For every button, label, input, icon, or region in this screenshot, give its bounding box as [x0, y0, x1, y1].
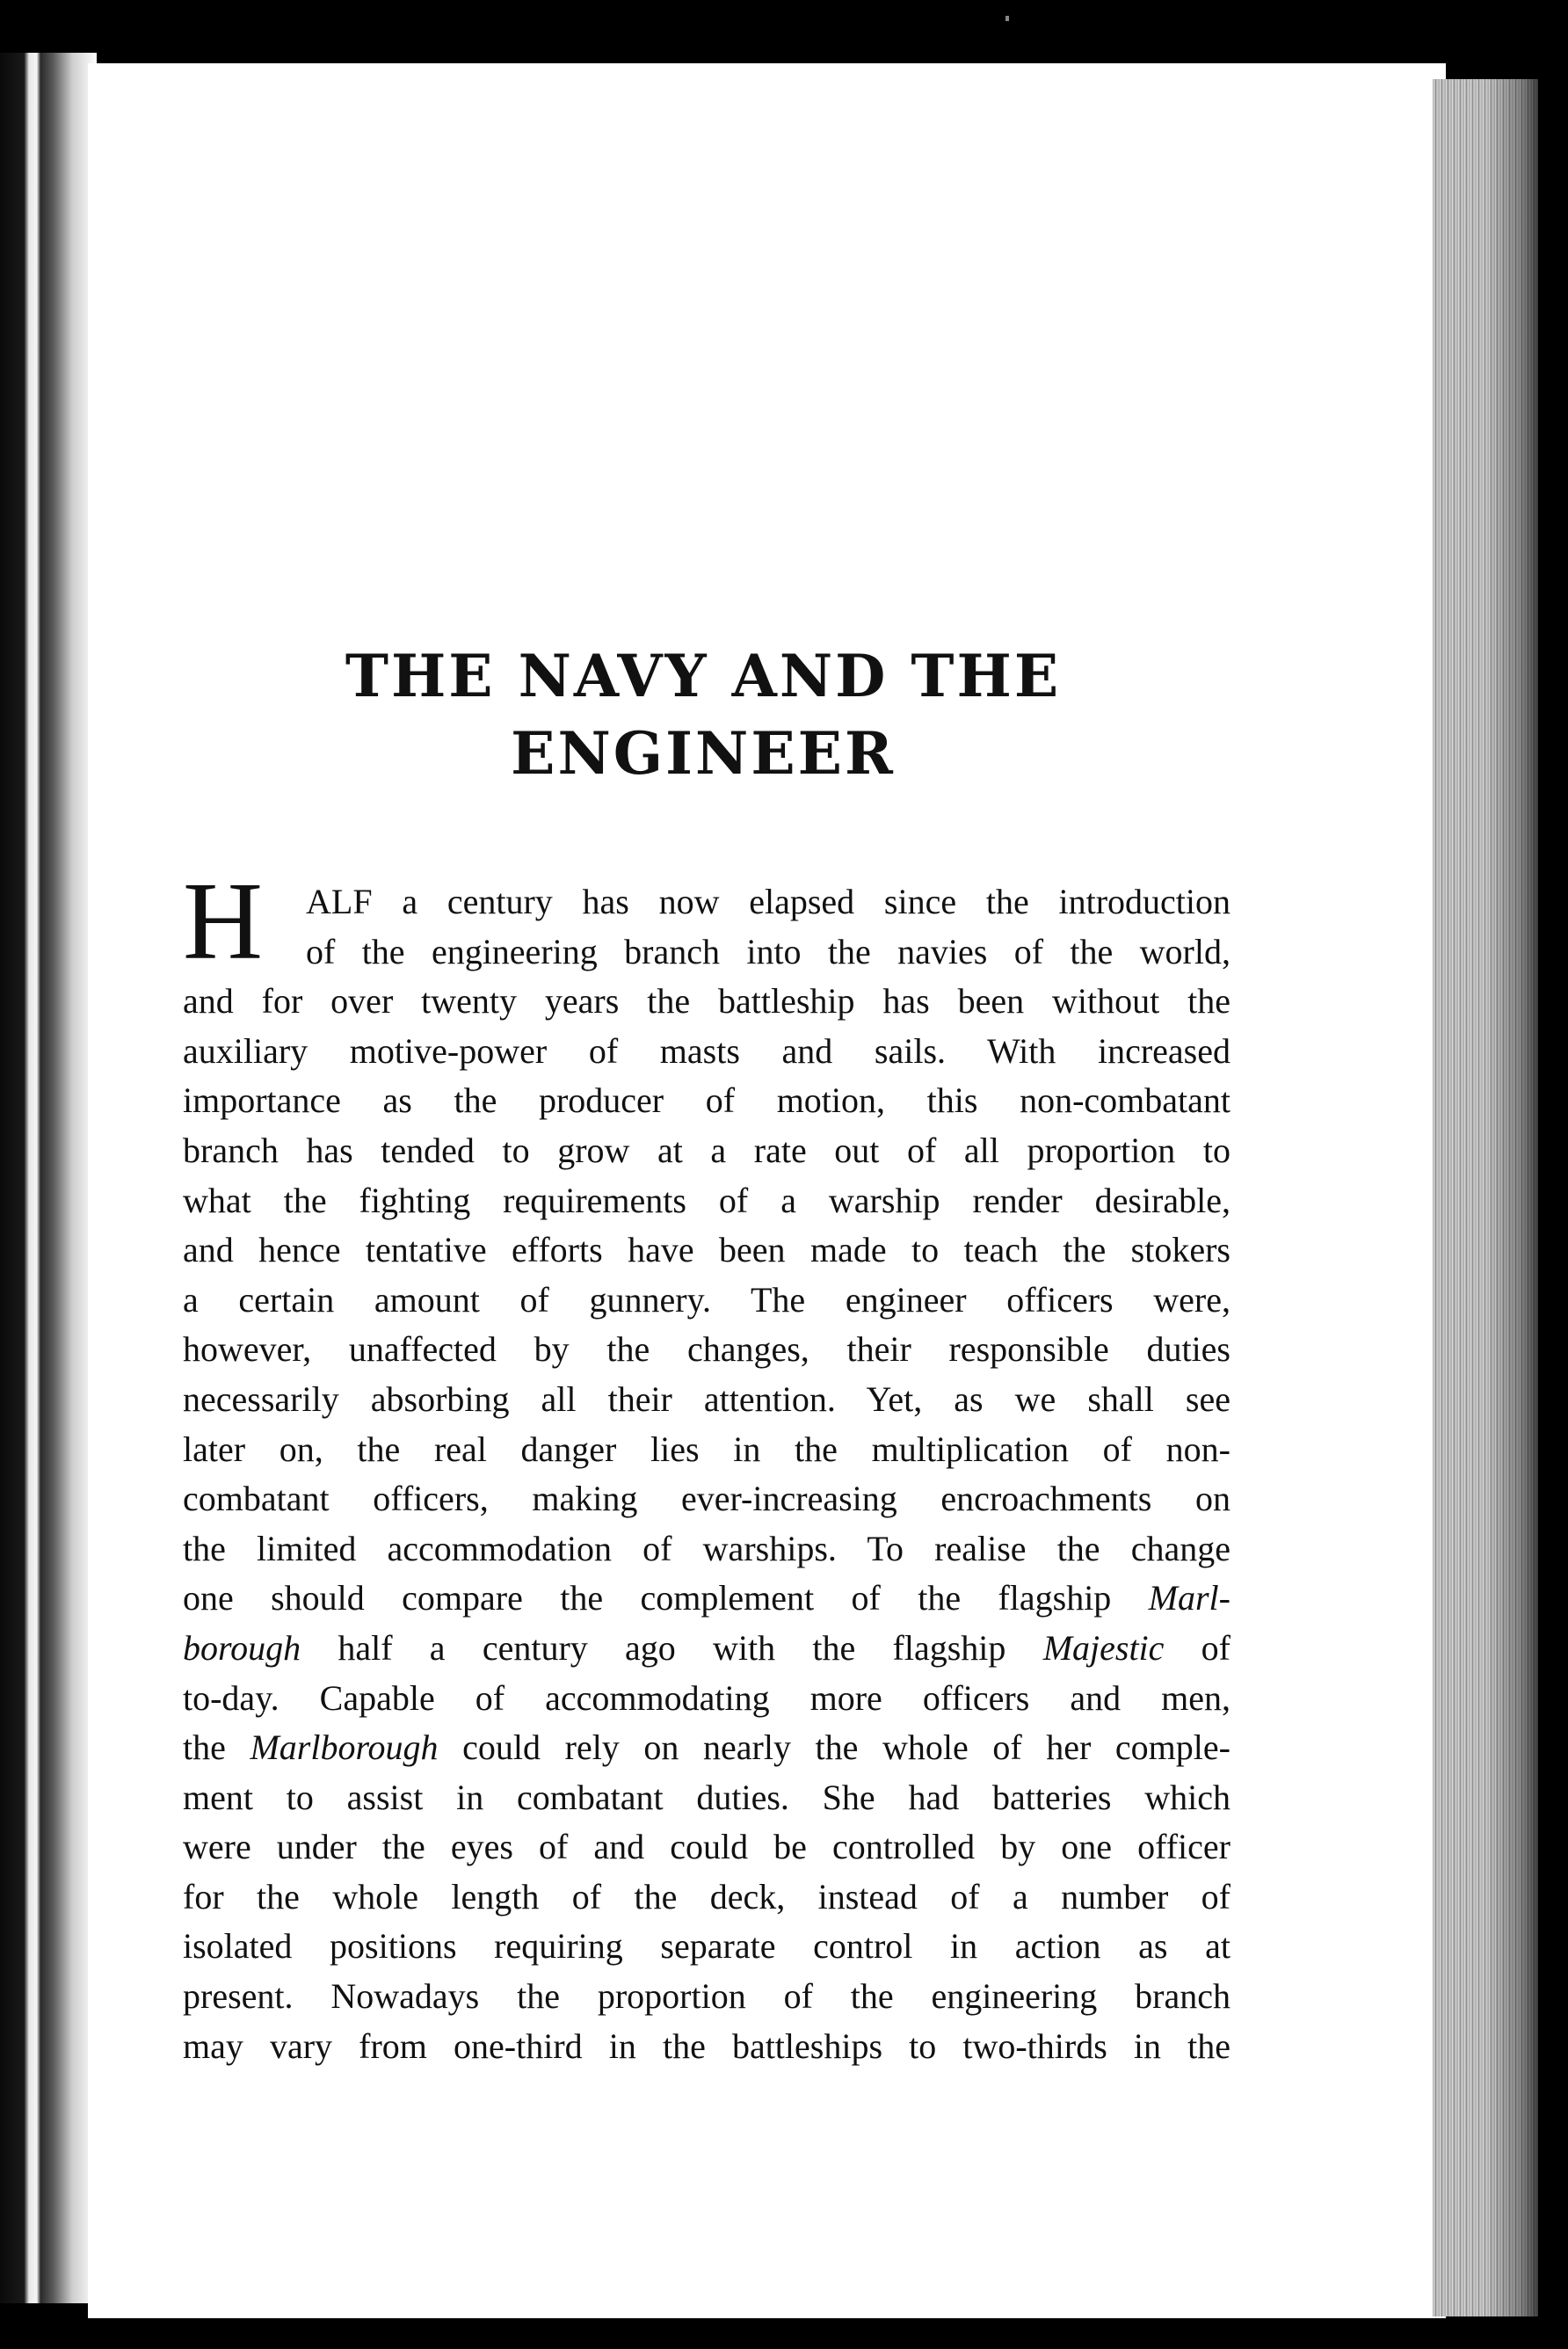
ship-name: Marlborough [250, 1727, 439, 1768]
scan-speck [1005, 16, 1009, 21]
text-line [183, 1325, 1230, 1375]
text-run: importance as the producer of motion, this non-combatant [183, 1080, 1230, 1121]
text-line [183, 1674, 1230, 1724]
text-run: isolated positions requiring separate control in action as at [183, 1926, 1230, 1967]
text-line [183, 2022, 1230, 2072]
text-run: however, unaffected by the changes, their responsible duties [183, 1329, 1230, 1370]
text-run: necessarily absorbing all their attention. Yet, as we shall see [183, 1378, 1230, 1419]
text-run: were under the eyes of and could be controlled by one officer [183, 1827, 1230, 1867]
drop-cap: H [183, 861, 263, 983]
text-run: and for over twenty years the battleship has been without the [183, 981, 1230, 1022]
text-run: the [183, 1727, 250, 1768]
text-line [183, 1524, 1230, 1574]
left-binding-edge [0, 53, 97, 2303]
text-line [183, 1126, 1230, 1176]
text-run: branch has tended to grow at a rate out of all proportion to [183, 1130, 1230, 1170]
text-run: the limited accommodation of warships. To realise the change [183, 1528, 1230, 1568]
ship-name: Majestic [1042, 1627, 1165, 1668]
text-run: to-day. Capable of accommodating more officers and men, [183, 1677, 1230, 1718]
text-run: may vary from one-third in the battleships to two-thirds in the [183, 2025, 1230, 2066]
text-line [183, 1624, 1230, 1674]
text-line [183, 927, 1230, 978]
text-line [183, 1225, 1230, 1276]
text-run: later on, the real danger lies in the multiplication of non- [183, 1429, 1230, 1469]
text-line [183, 1076, 1230, 1126]
text-run: combatant officers, making ever-increasing encroachments on [183, 1479, 1230, 1519]
text-run: ALF a century has now elapsed since the introduction [306, 882, 1230, 921]
text-line [183, 1176, 1230, 1226]
text-line [183, 1425, 1230, 1475]
text-line [183, 1574, 1230, 1624]
text-run: ment to assist in combatant duties. She had batteries which [183, 1777, 1230, 1817]
ship-name: borough [183, 1627, 301, 1668]
text-line [183, 1375, 1230, 1425]
text-line [183, 1972, 1230, 2022]
text-run: for the whole length of the deck, instead of a number of [183, 1876, 1230, 1916]
text-line [183, 1773, 1230, 1823]
text-run: auxiliary motive-power of masts and sails. With increased [183, 1030, 1230, 1071]
right-page-edges-shadow [1485, 79, 1547, 2316]
text-run: and hence tentative efforts have been made to teach the stokers [183, 1230, 1230, 1270]
body-text [183, 877, 1230, 2071]
chapter-title-line-2: ENGINEER [511, 719, 896, 788]
chapter-title [264, 637, 1143, 792]
text-line [183, 1474, 1230, 1524]
text-line [183, 1276, 1230, 1326]
text-line [183, 977, 1230, 1027]
text-run: one should compare the complement of the flagship [183, 1578, 1149, 1618]
text-run: what the fighting requirements of a warship render desirable, [183, 1180, 1230, 1220]
ship-name: Marl- [1148, 1578, 1230, 1618]
text-run: half a century ago with the flagship [301, 1627, 1043, 1668]
text-line [183, 1822, 1230, 1873]
text-line [183, 1922, 1230, 1972]
text-run: could rely on nearly the whole of her comple- [438, 1727, 1230, 1768]
text-run: of [1164, 1627, 1230, 1668]
text-run: of the engineering branch into the navies of the world, [306, 931, 1230, 971]
text-line [183, 877, 1230, 927]
text-run: a certain amount of gunnery. The engineer officers were, [183, 1279, 1230, 1320]
text-line [183, 1027, 1230, 1077]
chapter-title-line-1: THE NAVY AND THE [345, 642, 1062, 710]
text-line [183, 1873, 1230, 1923]
text-line [183, 1723, 1230, 1773]
text-run: present. Nowadays the proportion of the engineering branch [183, 1976, 1230, 2017]
